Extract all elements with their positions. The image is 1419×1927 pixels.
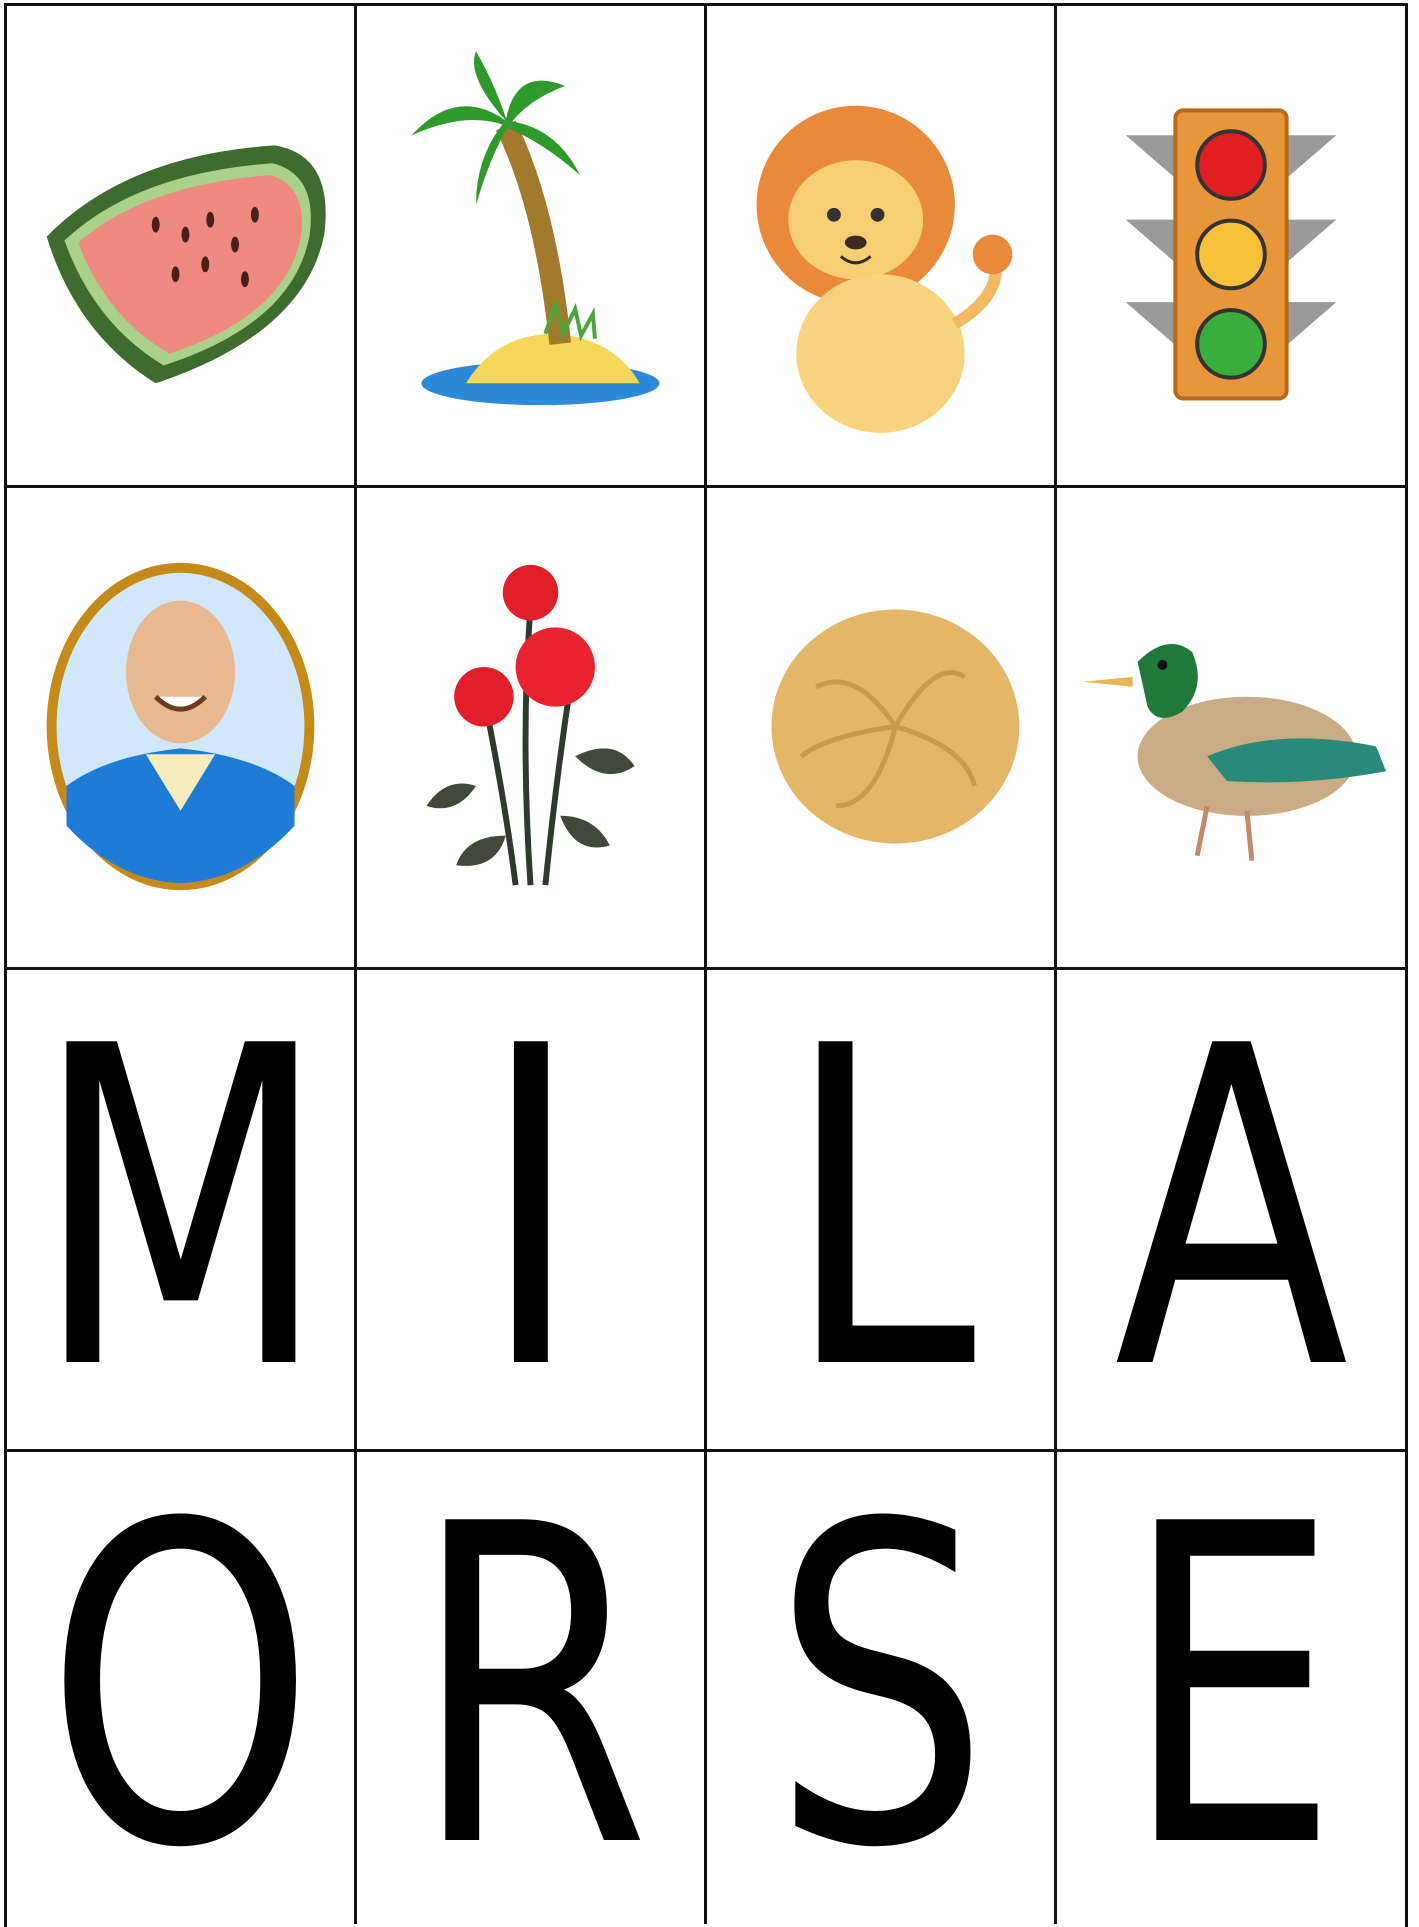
picture-card-palm-island: [357, 6, 707, 488]
picture-card-lion: [707, 6, 1057, 488]
letter-text: M: [32, 970, 329, 1452]
letter-text: E: [1122, 1452, 1340, 1924]
flashcard-sheet: [4, 3, 1408, 1927]
letter-text: O: [45, 1452, 316, 1924]
letter-card-4: [1057, 970, 1405, 1452]
palm-tree-island-icon: [357, 6, 704, 485]
letter-card-3: [707, 970, 1057, 1452]
grandfather-portrait-icon: [7, 488, 354, 967]
letter-card-1: [7, 970, 357, 1452]
letter-card-2: [357, 970, 707, 1452]
mallard-duck-icon: [1057, 488, 1405, 967]
picture-card-traffic-light: [1057, 6, 1405, 488]
picture-card-bread-roll: [707, 488, 1057, 970]
watermelon-slice-icon: [7, 6, 354, 485]
red-roses-icon: [357, 488, 704, 967]
letter-card-6: [357, 1452, 707, 1924]
letter-text: A: [1113, 970, 1349, 1452]
letter-text: I: [479, 970, 582, 1452]
picture-card-duck: [1057, 488, 1405, 970]
traffic-light-icon: [1057, 6, 1405, 485]
letter-text: S: [771, 1452, 990, 1924]
picture-card-grandfather: [7, 488, 357, 970]
picture-card-watermelon: [7, 6, 357, 488]
picture-card-roses: [357, 488, 707, 970]
letter-card-7: [707, 1452, 1057, 1924]
lion-icon: [707, 6, 1054, 485]
letter-text: L: [784, 970, 977, 1452]
letter-card-5: [7, 1452, 357, 1924]
letter-text: R: [411, 1452, 650, 1924]
bread-roll-icon: [707, 488, 1054, 967]
letter-card-8: [1057, 1452, 1405, 1924]
